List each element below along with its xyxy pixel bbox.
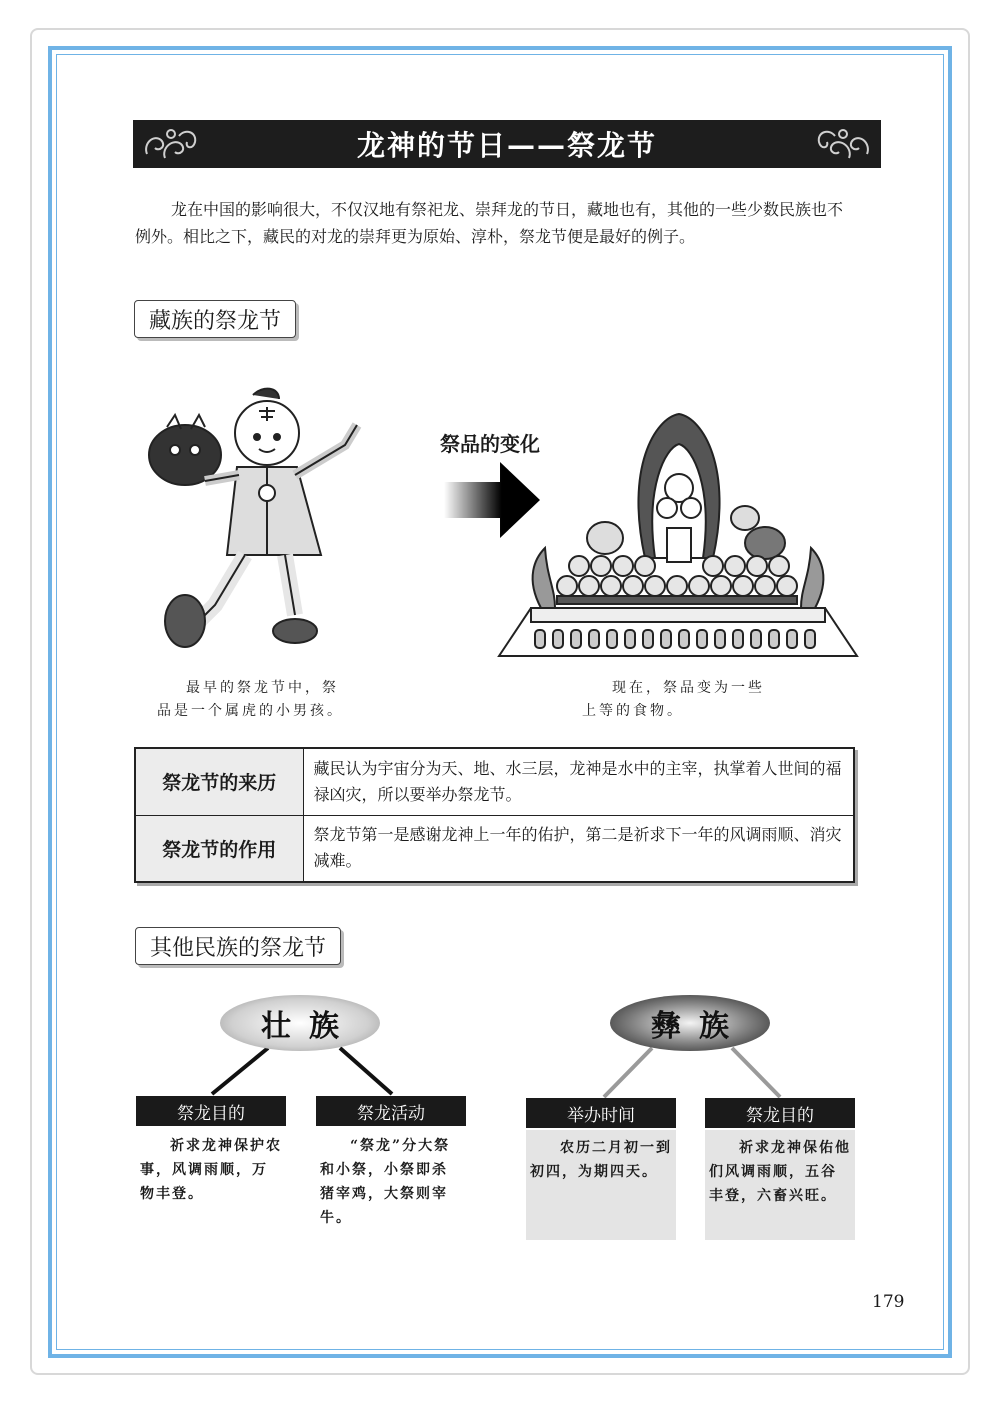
yi-purpose-heading: 祭龙目的 bbox=[705, 1098, 855, 1128]
food-offering-illustration bbox=[495, 408, 860, 660]
table-row-header: 祭龙节的作用 bbox=[135, 815, 303, 882]
table-row bbox=[135, 815, 854, 882]
zhuang-activity-heading: 祭龙活动 bbox=[316, 1096, 466, 1126]
page-title: 龙神的节日——祭龙节 bbox=[356, 129, 657, 162]
table-row-header: 祭龙节的来历 bbox=[135, 748, 303, 815]
caption-right-line1: 现在，祭品变为一些 bbox=[612, 680, 765, 696]
festival-info-table bbox=[134, 747, 855, 883]
section-tab-tibetan: 藏族的祭龙节 bbox=[134, 300, 296, 338]
table-row-text: 藏民认为宇宙分为天、地、水三层，龙神是水中的主宰，执掌着人世间的福禄凶灾，所以要举办祭龙节。 bbox=[303, 748, 854, 815]
table-row-text: 祭龙节第一是感谢龙神上一年的佑护，第二是祈求下一年的风调雨顺、消灾减难。 bbox=[303, 815, 854, 882]
boy-with-tiger-mask-illustration bbox=[145, 385, 375, 675]
intro-paragraph: 龙在中国的影响很大，不仅汉地有祭祀龙、崇拜龙的节日，藏地也有，其他的一些少数民族也不例外。相比之下，藏民的对龙的崇拜更为原始、淳朴，祭龙节便是最好的例子。 bbox=[135, 200, 844, 246]
caption-left-line2: 品是一个属虎的小男孩。 bbox=[157, 703, 344, 719]
yi-ethnic-label: 彝族 bbox=[610, 995, 770, 1051]
yi-time-heading: 举办时间 bbox=[526, 1098, 676, 1128]
cloud-ornament-icon bbox=[139, 124, 203, 164]
zhuang-purpose-heading: 祭龙目的 bbox=[136, 1096, 286, 1126]
caption-left-line1: 最早的祭龙节中，祭 bbox=[186, 680, 339, 696]
offering-change-label: 祭品的变化 bbox=[440, 432, 540, 456]
zhuang-purpose-text: 祈求龙神保护农事，风调雨顺，万物丰登。 bbox=[140, 1138, 282, 1202]
zhuang-ethnic-label: 壮族 bbox=[220, 995, 380, 1051]
section-tab-others: 其他民族的祭龙节 bbox=[135, 927, 341, 965]
page-number: 179 bbox=[872, 1292, 905, 1312]
caption-right-line2: 上等的食物。 bbox=[582, 703, 684, 719]
yi-purpose-text: 祈求龙神保佑他们风调雨顺，五谷丰登，六畜兴旺。 bbox=[705, 1130, 855, 1240]
table-row bbox=[135, 748, 854, 815]
yi-time-text: 农历二月初一到初四，为期四天。 bbox=[526, 1130, 676, 1240]
zhuang-activity-text: “祭龙”分大祭和小祭，小祭即杀猪宰鸡，大祭则宰牛。 bbox=[320, 1138, 451, 1226]
cloud-ornament-icon bbox=[811, 124, 875, 164]
title-banner bbox=[133, 120, 881, 168]
